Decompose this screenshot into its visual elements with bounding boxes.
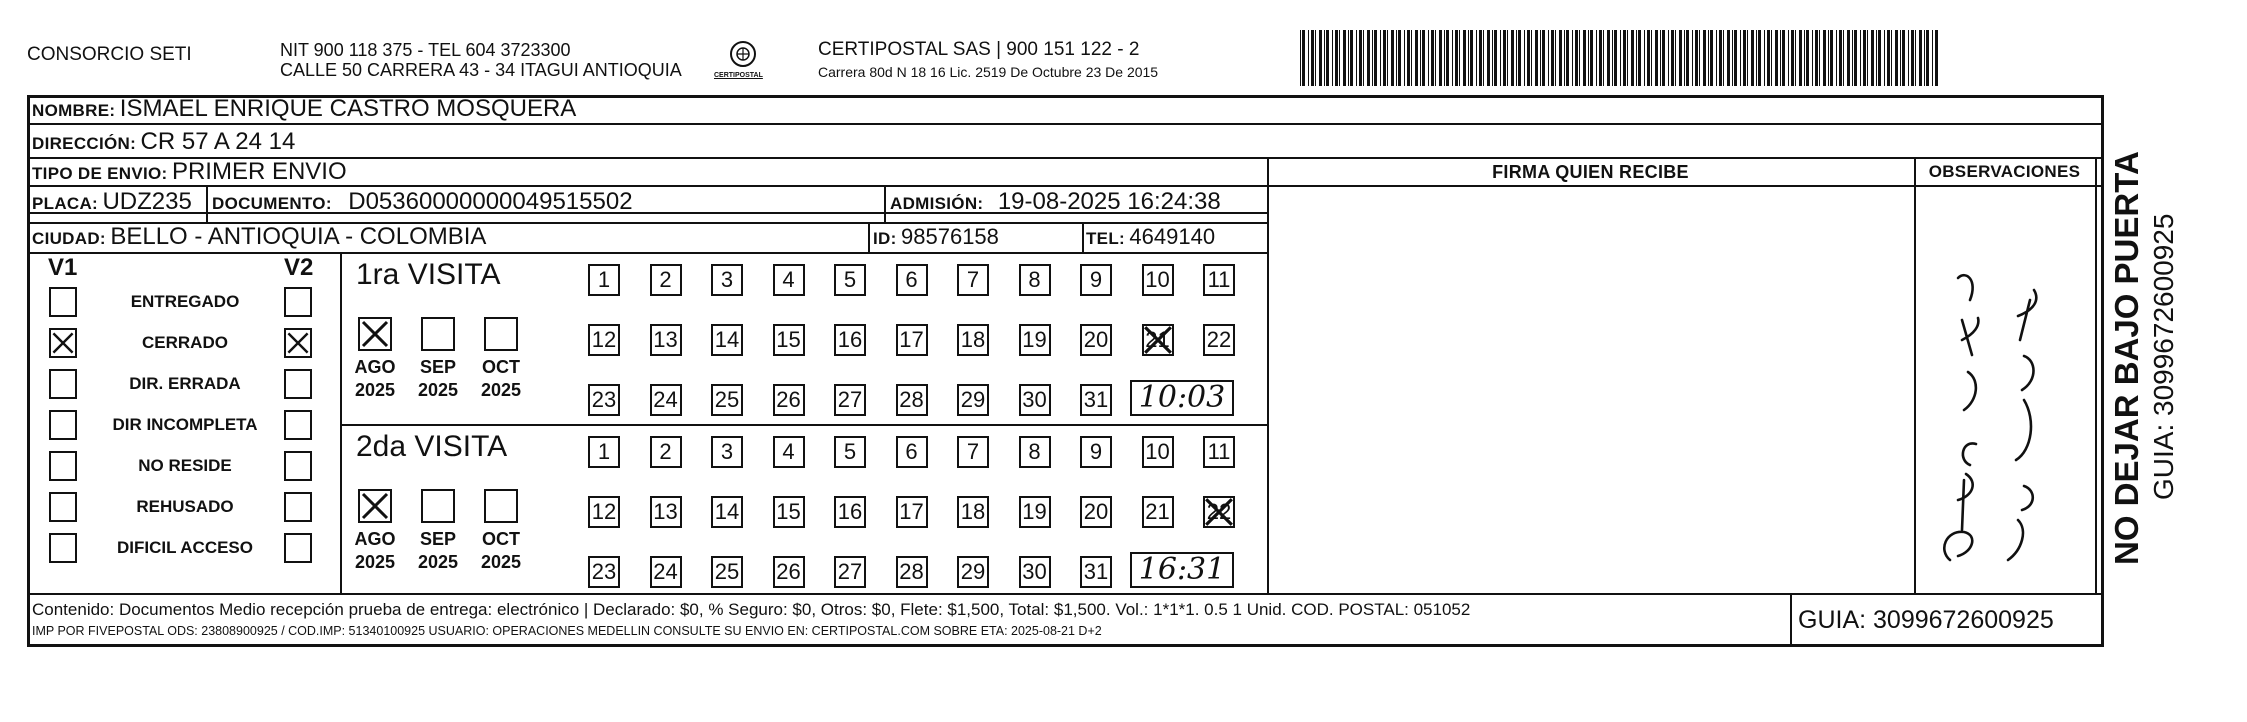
day-box[interactable] — [650, 556, 682, 588]
day-box[interactable] — [773, 496, 805, 528]
day-box[interactable] — [711, 264, 743, 296]
day-number: 19 — [1022, 499, 1047, 524]
day-box[interactable] — [1019, 384, 1051, 416]
month-label: AGO — [354, 357, 396, 377]
v1-checkbox[interactable] — [49, 533, 77, 563]
documento-label: DOCUMENTO: — [212, 194, 332, 213]
day-number: 22 — [1206, 499, 1232, 524]
status-label: DIR INCOMPLETA — [112, 415, 258, 434]
day-box[interactable] — [773, 324, 805, 356]
id-row — [873, 224, 999, 253]
day-number: 20 — [1083, 499, 1109, 524]
tel-row — [1086, 224, 1215, 253]
day-number: 26 — [776, 387, 801, 412]
month-year: 2025 — [417, 380, 459, 400]
v2-checkbox[interactable] — [284, 410, 312, 440]
status-label: CERRADO — [142, 333, 228, 352]
day-box[interactable] — [957, 556, 989, 588]
nombre-value: ISMAEL ENRIQUE CASTRO MOSQUERA — [119, 95, 577, 122]
visit-title: 1ra VISITA — [356, 258, 501, 291]
tel-value: 4649140 — [1129, 224, 1216, 249]
day-number: 23 — [591, 559, 617, 584]
tipo-envio-label: TIPO DE ENVIO: — [32, 164, 168, 183]
day-number: 19 — [1022, 327, 1047, 352]
day-number: 31 — [1083, 387, 1109, 412]
visit-title: 2da VISITA — [356, 430, 508, 463]
day-number: 21 — [1145, 327, 1170, 352]
day-box[interactable] — [650, 324, 682, 356]
status-label: REHUSADO — [136, 497, 234, 516]
day-number: 16 — [837, 327, 863, 352]
placa-value: UDZ235 — [102, 188, 192, 215]
v1-checkbox[interactable] — [49, 287, 77, 317]
day-number: 21 — [1145, 499, 1170, 524]
day-number: 17 — [899, 327, 924, 352]
footer-guia: GUIA: 3099672600925 — [1798, 606, 2054, 634]
day-number: 8 — [1028, 267, 1041, 292]
direccion-row — [32, 129, 295, 158]
day-box[interactable] — [588, 556, 620, 588]
v1-checkbox[interactable] — [49, 369, 77, 399]
day-box[interactable] — [588, 496, 620, 528]
direccion-value: CR 57 A 24 14 — [140, 128, 296, 155]
day-number: 25 — [714, 387, 740, 412]
day-box[interactable] — [1203, 324, 1235, 356]
day-box[interactable] — [711, 556, 743, 588]
footer-content-line: Contenido: Documentos Medio recepción prueba de entrega: electrónico | Declarado: $0, % Seguro: $0, Otros: $0, Flete: $1,500, Total: $1,500. Vol.: 1*1*1. 0.5 1 Unid. COD. POSTAL: 051052 — [32, 600, 1471, 619]
v2-checkbox[interactable] — [284, 533, 312, 563]
month-year: 2025 — [417, 552, 459, 572]
day-box[interactable] — [773, 556, 805, 588]
day-box[interactable] — [773, 436, 805, 468]
day-box[interactable] — [588, 436, 620, 468]
day-box[interactable] — [711, 436, 743, 468]
status-label: NO RESIDE — [138, 456, 232, 475]
day-box[interactable] — [1080, 384, 1112, 416]
tipo-envio-row — [32, 159, 347, 188]
day-box[interactable] — [957, 496, 989, 528]
day-number: 14 — [714, 327, 740, 352]
v2-checkbox[interactable] — [284, 451, 312, 481]
day-number: 4 — [782, 267, 795, 292]
day-box[interactable] — [1019, 556, 1051, 588]
day-box[interactable] — [650, 496, 682, 528]
day-number: 2 — [659, 439, 672, 464]
status-label: ENTREGADO — [130, 292, 240, 311]
day-box[interactable] — [834, 324, 866, 356]
courier-line: CERTIPOSTAL SAS | 900 151 122 - 2 — [818, 39, 1140, 60]
id-label: ID: — [873, 229, 897, 248]
v2-checkbox[interactable] — [284, 328, 312, 358]
day-box[interactable] — [896, 264, 928, 296]
day-number: 27 — [837, 387, 863, 412]
v2-label: V2 — [284, 254, 314, 281]
v2-checkbox[interactable] — [284, 287, 312, 317]
day-number: 15 — [776, 327, 801, 352]
day-number: 31 — [1083, 559, 1109, 584]
visit-time: 16:31 — [1130, 552, 1234, 588]
day-box[interactable] — [588, 384, 620, 416]
day-number: 17 — [899, 499, 924, 524]
tel-label: TEL: — [1086, 229, 1125, 248]
day-number: 8 — [1028, 439, 1041, 464]
day-number: 7 — [966, 267, 980, 292]
day-box[interactable] — [1019, 436, 1051, 468]
day-box[interactable] — [1203, 264, 1235, 296]
license-line: Carrera 80d N 18 16 Lic. 2519 De Octubre 23 De 2015 — [818, 64, 1159, 80]
day-box[interactable] — [957, 264, 989, 296]
month-year: 2025 — [480, 380, 522, 400]
day-number: 6 — [905, 439, 918, 464]
day-number: 7 — [966, 439, 980, 464]
day-number: 15 — [776, 499, 801, 524]
firma-header: FIRMA QUIEN RECIBE — [1492, 162, 1689, 182]
v1-checkbox[interactable] — [49, 328, 77, 358]
day-box[interactable] — [1142, 496, 1174, 528]
day-number: 11 — [1207, 267, 1231, 292]
day-box[interactable] — [896, 384, 928, 416]
day-box[interactable] — [1019, 324, 1051, 356]
day-box[interactable] — [957, 436, 989, 468]
day-box[interactable] — [650, 436, 682, 468]
ciudad-value: BELLO - ANTIOQUIA - COLOMBIA — [110, 223, 487, 250]
day-box[interactable] — [1203, 496, 1235, 528]
day-box[interactable] — [896, 556, 928, 588]
day-box[interactable] — [834, 496, 866, 528]
day-number: 1 — [597, 267, 611, 292]
day-number: 2 — [659, 267, 672, 292]
placa-label: PLACA: — [32, 194, 99, 213]
day-number: 28 — [899, 559, 924, 584]
month-label: OCT — [482, 357, 520, 377]
day-number: 13 — [653, 499, 678, 524]
id-value: 98576158 — [901, 224, 999, 249]
observaciones-header: OBSERVACIONES — [1928, 162, 2081, 181]
month-year: 2025 — [480, 552, 522, 572]
day-box[interactable] — [650, 384, 682, 416]
status-label: DIR. ERRADA — [129, 374, 241, 393]
courier-logo — [708, 38, 778, 86]
day-box[interactable] — [1019, 264, 1051, 296]
courier-logo-text: CERTIPOSTAL — [714, 72, 763, 79]
day-number: 30 — [1022, 559, 1047, 584]
side-guia: GUIA: 3099672600925 — [2148, 213, 2179, 500]
day-box[interactable] — [957, 324, 989, 356]
v1-checkbox[interactable] — [49, 492, 77, 522]
direccion-label: DIRECCIÓN: — [32, 134, 137, 153]
day-box[interactable] — [711, 384, 743, 416]
day-box[interactable] — [834, 264, 866, 296]
month-checkbox[interactable] — [421, 317, 455, 351]
day-box[interactable] — [588, 264, 620, 296]
placa-row — [32, 189, 192, 218]
day-box[interactable] — [896, 324, 928, 356]
month-year: 2025 — [354, 380, 396, 400]
day-box[interactable] — [1142, 436, 1174, 468]
v1-checkbox[interactable] — [49, 451, 77, 481]
admision-value: 19-08-2025 16:24:38 — [997, 188, 1221, 215]
tipo-envio-value: PRIMER ENVIO — [171, 158, 347, 185]
day-box[interactable] — [588, 324, 620, 356]
month-checkbox[interactable] — [421, 489, 455, 523]
day-number: 3 — [720, 439, 734, 464]
day-box[interactable] — [1080, 556, 1112, 588]
day-box[interactable] — [711, 496, 743, 528]
day-number: 5 — [843, 439, 857, 464]
day-number: 13 — [653, 327, 678, 352]
day-number: 22 — [1206, 327, 1232, 352]
admision-label: ADMISIÓN: — [890, 194, 984, 213]
month-checkbox[interactable] — [358, 317, 392, 351]
observaciones-handwriting — [1918, 260, 2088, 590]
v1-label: V1 — [48, 254, 78, 281]
day-number: 6 — [905, 267, 918, 292]
month-year: 2025 — [354, 552, 396, 572]
status-label: DIFICIL ACCESO — [116, 538, 253, 557]
day-number: 18 — [960, 327, 986, 352]
day-number: 4 — [782, 439, 795, 464]
ciudad-row — [32, 224, 486, 253]
day-number: 3 — [720, 267, 734, 292]
v1-checkbox[interactable] — [49, 410, 77, 440]
day-number: 10 — [1145, 267, 1170, 292]
month-label: SEP — [419, 529, 457, 549]
month-checkbox[interactable] — [484, 489, 518, 523]
day-number: 24 — [653, 559, 678, 584]
day-number: 20 — [1083, 327, 1109, 352]
day-number: 10 — [1145, 439, 1170, 464]
admision-row — [890, 189, 1221, 218]
nombre-row — [32, 96, 576, 125]
day-box[interactable] — [896, 496, 928, 528]
day-box[interactable] — [1080, 496, 1112, 528]
day-number: 16 — [837, 499, 863, 524]
day-box[interactable] — [896, 436, 928, 468]
footer-print-line: IMP POR FIVEPOSTAL ODS: 23808900925 / COD.IMP: 51340100925 USUARIO: OPERACIONES MEDELLIN CONSULTE SU ENVIO EN: CERTIPOSTAL.COM SOBRE ETA: 2025-08-21 D+2 — [32, 624, 1102, 638]
nombre-label: NOMBRE: — [32, 101, 116, 120]
documento-value: D05360000000049515502 — [348, 188, 633, 215]
day-number: 24 — [653, 387, 678, 412]
visit-time: 10:03 — [1130, 380, 1234, 416]
v2-checkbox[interactable] — [284, 492, 312, 522]
day-number: 11 — [1207, 439, 1231, 464]
day-number: 14 — [714, 499, 740, 524]
day-number: 25 — [714, 559, 740, 584]
day-box[interactable] — [650, 264, 682, 296]
day-box[interactable] — [1019, 496, 1051, 528]
company-name: CONSORCIO SETI — [27, 44, 192, 65]
month-checkbox[interactable] — [358, 489, 392, 523]
day-number: 30 — [1022, 387, 1047, 412]
day-box[interactable] — [711, 324, 743, 356]
day-number: 12 — [591, 499, 617, 524]
nit-line: NIT 900 118 375 - TEL 604 3723300 — [280, 40, 571, 60]
day-box[interactable] — [957, 384, 989, 416]
ciudad-label: CIUDAD: — [32, 229, 106, 248]
day-box[interactable] — [1080, 324, 1112, 356]
day-number: 27 — [837, 559, 863, 584]
month-label: AGO — [354, 529, 396, 549]
day-number: 18 — [960, 499, 986, 524]
day-box[interactable] — [834, 556, 866, 588]
day-number: 9 — [1089, 267, 1103, 292]
day-number: 5 — [843, 267, 857, 292]
day-number: 26 — [776, 559, 801, 584]
month-label: OCT — [482, 529, 520, 549]
day-box[interactable] — [773, 264, 805, 296]
day-box[interactable] — [834, 384, 866, 416]
day-box[interactable] — [1080, 436, 1112, 468]
day-box[interactable] — [1203, 436, 1235, 468]
day-number: 1 — [597, 439, 611, 464]
month-label: SEP — [419, 357, 457, 377]
day-number: 12 — [591, 327, 617, 352]
no-dejar-bajo-puerta: NO DEJAR BAJO PUERTA — [2108, 151, 2145, 565]
v2-checkbox[interactable] — [284, 369, 312, 399]
month-checkbox[interactable] — [484, 317, 518, 351]
day-box[interactable] — [1080, 264, 1112, 296]
day-box[interactable] — [1142, 264, 1174, 296]
day-number: 29 — [960, 387, 986, 412]
barcode — [1300, 30, 1940, 86]
day-number: 9 — [1089, 439, 1103, 464]
day-box[interactable] — [1142, 324, 1174, 356]
address-line: CALLE 50 CARRERA 43 - 34 ITAGUI ANTIOQUIA — [280, 60, 682, 80]
day-number: 28 — [899, 387, 924, 412]
day-number: 23 — [591, 387, 617, 412]
day-number: 29 — [960, 559, 986, 584]
day-box[interactable] — [834, 436, 866, 468]
day-box[interactable] — [773, 384, 805, 416]
documento-row — [212, 189, 633, 218]
